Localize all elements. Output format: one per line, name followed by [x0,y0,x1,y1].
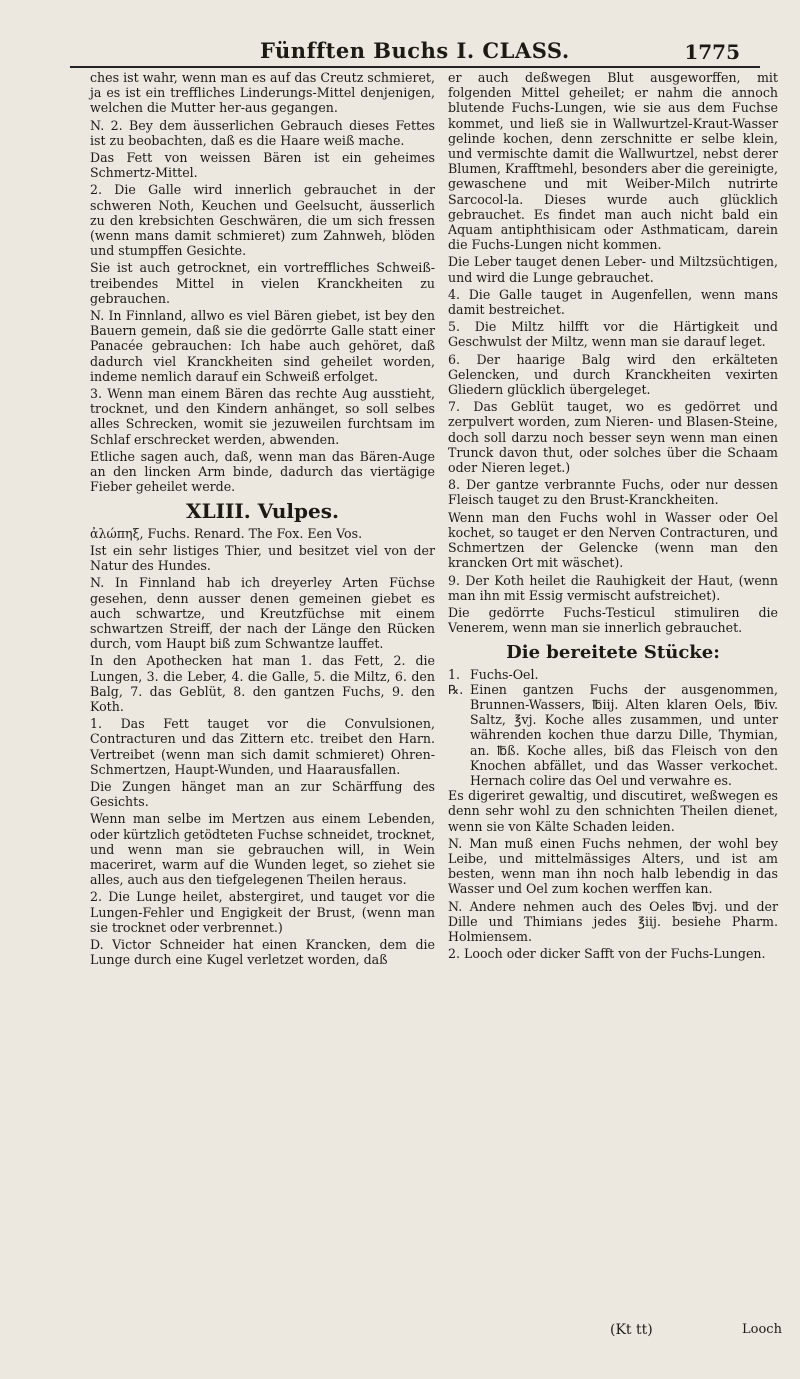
prepared-heading: Die bereitete Stücke: [506,642,720,664]
paragraph: Es digeriret gewaltig, und discutiret, weßwegen es denn sehr wohl zu den schnichten Theilen dienet, wenn sie von Kälte Schaden leiden. [448,788,778,834]
paragraph: er auch deßwegen Blut ausgeworffen, mit folgenden Mittel geheilet; er nahm die annoch blutende Fuchs-Lungen, wie sie aus dem Fuchse kommet, und ließ sie in Wallwurtzel-Kraut-Wasser gelinde kochen, denn zerschnitte er selbe klein, und vermischte damit die Wallwurtzel, nebst derer Blumen, Krafftmehl, besonders aber die gereinigte, gewaschene und mit Weiber-Milch nutrirte Sarcocol-la. Dieses wurde auch glücklich gebrauchet. Es findet man auch nicht bald ein Aquam antiphthisicam oder Asthmaticam, darein die Fuchs-Lungen nicht kommen. [448,70,778,253]
paragraph: 6. Der haarige Balg wird den erkälteten Gelencken, und durch Kranckheiten vexirten Gliedern glücklich übergeleget. [448,351,778,398]
paragraph: N. Andere nehmen auch des Oeles ℔vj. und der Dille und Thimians jedes ℥iij. besiehe Pharm. Holmiensem. [448,898,778,944]
recipe-text: Einen gantzen Fuchs der ausgenommen, Brunnen-Wassers, ℔iij. Alten klaren Oels, ℔iv. Saltz, ℥vj. Koche alles zusammen, und unter währenden kochen thue darzu Dille, Thymian, an. ℔ß. Koche alles, biß das Fleisch von den Knochen abfället, und das Wasser verkochet. Hernach colire das Oel und verwahre es. [470,681,778,788]
paragraph: 4. Die Galle tauget in Augenfellen, wenn mans damit bestreichet. [448,286,778,318]
recipe-text: Fuchs-Oel. [470,666,539,682]
page-number: 1775 [684,40,740,64]
right-column [448,70,778,963]
section-names: ἀλώπηξ, Fuchs. Renard. The Fox. Een Vos. [90,525,363,541]
paragraph: 8. Der gantze verbrannte Fuchs, oder nur dessen Fleisch tauget zu den Brust-Kranckheiten. [448,477,778,508]
paragraph: N. Man muß einen Fuchs nehmen, der wohl bey Leibe, und mittelmässiges Alters, und ist am besten, wenn man ihn noch halb lebendig in das Wasser und Oel zum kochen werffen kan. [448,835,778,897]
recipe-entry [448,667,778,682]
left-column [90,70,435,969]
paragraph: Wenn man den Fuchs wohl in Wasser oder Oel kochet, so tauget er den Nerven Contracturen, und Schmertzen der Gelencke (wenn man den krancken Ort mit wäschet). [448,509,778,571]
running-title: Fünfften Buchs I. CLASS. [260,38,570,63]
paragraph: Die Zungen hänget man an zur Schärffung des Gesichts. [90,778,435,810]
paragraph: N. In Finnland hab ich dreyerley Arten Füchse gesehen, denn ausser denen gemeinen giebet es auch schwartze, und Kreutzfüchse mit einem schwartzen Streiff, der nach der Länge den Rücken durch, vom Haupt biß zum Schwantze lauffet. [90,575,435,652]
paragraph: N. 2. Bey dem äusserlichen Gebrauch dieses Fettes ist zu beobachten, daß es die Haare weiß mache. [90,117,435,148]
paragraph: 2. Die Galle wird innerlich gebrauchet in der schweren Noth, Keuchen und Geelsucht, äusserlich zu den krebsichten Geschwären, die um sich fressen (wenn mans damit schmieret) zum Zahnweh, blöden und stumpffen Gesichte. [90,182,435,259]
paragraph: D. Victor Schneider hat einen Krancken, dem die Lunge durch eine Kugel verletzet worden, daß [90,936,435,968]
paragraph: N. In Finnland, allwo es viel Bären giebet, ist bey den Bauern gemein, daß sie die gedörrte Galle statt einer Panacée gebrauchen: Ich habe auch gehöret, daß dadurch viel Kranckheiten sind geheilet worden, indeme nemlich darauf ein Schweiß erfolget. [90,308,435,384]
paragraph: 5. Die Miltz hilfft vor die Härtigkeit und Geschwulst der Miltz, wenn man sie darauf leget. [448,319,778,350]
catchword: Looch [742,1322,782,1337]
paragraph: Sie ist auch getrocknet, ein vortreffliches Schweiß-treibendes Mittel in vielen Kranckheiten zu gebrauchen. [90,260,435,306]
paragraph: Ist ein sehr listiges Thier, und besitzet viel von der Natur des Hundes. [90,542,435,574]
recipe-entry [448,682,778,788]
paragraph: Wenn man selbe im Mertzen aus einem Lebenden, oder kürtzlich getödteten Fuchse schneidet, trocknet, und wenn man sie gebrauchen will, in Wein maceriret, warm auf die Wunden leget, so ziehet sie alles, auch aus den tiefgelegenen Theilen heraus. [90,811,435,888]
paragraph: Die Leber tauget denen Leber- und Miltzsüchtigen, und wird die Lunge gebrauchet. [448,254,778,285]
paragraph: 2. Looch oder dicker Safft von der Fuchs-Lungen. [448,946,766,962]
section-heading: XLIII. Vulpes. [186,499,339,524]
running-header [70,38,760,66]
paragraph: 1. Das Fett tauget vor die Convulsionen, Contracturen und das Zittern etc. treibet den Harn. Vertreibet (wenn man sich damit schmieret) Ohren-Schmertzen, Haupt-Wunden, und Haarausfallen. [90,716,435,777]
paragraph: 9. Der Koth heilet die Rauhigkeit der Haut, (wenn man ihn mit Essig vermischt aufstreichet). [448,572,778,603]
paragraph: 7. Das Geblüt tauget, wo es gedörret und zerpulvert worden, zum Nieren- und Blasen-Steine, doch soll darzu noch besser seyn wenn man einen Trunck davon thut, oder solches über die Schaam oder Nieren leget.) [448,399,778,476]
signature-mark: (Kt tt) [610,1322,653,1338]
paragraph: Etliche sagen auch, daß, wenn man das Bären-Auge an den lincken Arm binde, dadurch das viertägige Fieber geheilet werde. [90,448,435,495]
header-rule [70,66,760,68]
recipe-key: 1. [448,666,461,682]
paragraph: Das Fett von weissen Bären ist ein geheimes Schmertz-Mittel. [90,150,435,181]
paragraph: In den Apothecken hat man 1. das Fett, 2. die Lungen, 3. die Leber, 4. die Galle, 5. die Miltz, 6. den Balg, 7. das Geblüt, 8. den gantzen Fuchs, 9. den Koth. [90,653,435,714]
paragraph: 2. Die Lunge heilet, abstergiret, und tauget vor die Lungen-Fehler und Engigkeit der Brust, (wenn man sie trocknet oder verbrennet.) [90,889,435,935]
paragraph: ches ist wahr, wenn man es auf das Creutz schmieret, ja es ist ein treffliches Linderungs-Mittel denjenigen, welchen die Mutter her-aus gegangen. [90,70,435,116]
recipe-key: ℞. [448,681,464,697]
paragraph: 3. Wenn man einem Bären das rechte Aug ausstieht, trocknet, und den Kindern anhänget, so soll selbes alles Schrecken, womit sie jezuweilen furchtsam im Schlaf erschrecket werden, abwenden. [90,386,435,447]
paragraph: Die gedörrte Fuchs-Testicul stimuliren die Venerem, wenn man sie innerlich gebrauchet. [448,604,778,636]
